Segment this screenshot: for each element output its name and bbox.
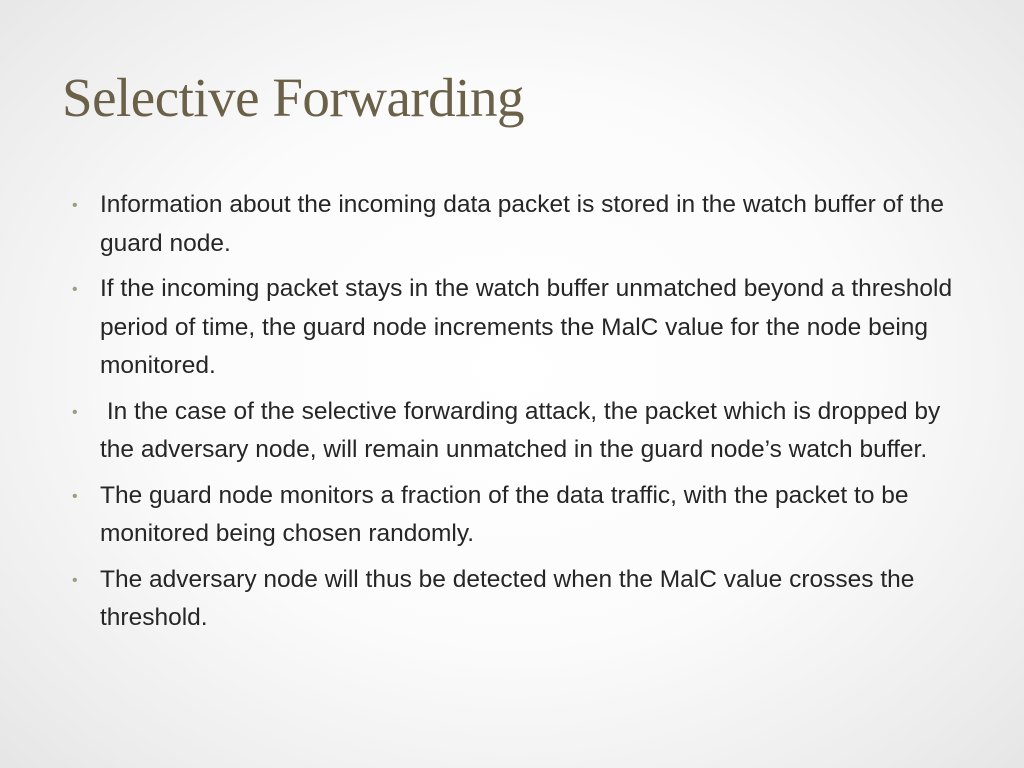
bullet-dot-icon: • xyxy=(72,281,78,298)
slide-title: Selective Forwarding xyxy=(62,67,524,128)
bullet-dot-icon: • xyxy=(72,403,78,421)
bullet-text: Information about the incoming data packet is stored in the watch buffer of the guard node. xyxy=(100,191,951,257)
bullet-dot-icon: • xyxy=(72,197,78,214)
bullet-item xyxy=(72,393,972,470)
bullet-text: If the incoming packet stays in the watch buffer unmatched beyond a threshold period of time, the guard node increments the MalC value for the node being monitored. xyxy=(100,275,959,379)
bullet-text: The guard node monitors a fraction of the data traffic, with the packet to be monitored being chosen randomly. xyxy=(100,481,916,547)
bullet-dot-icon: • xyxy=(72,571,78,589)
bullet-item xyxy=(72,186,972,263)
bullet-item xyxy=(72,477,972,554)
bullet-dot-icon: • xyxy=(72,487,78,505)
bullet-list xyxy=(72,186,972,645)
bullet-text: The adversary node will thus be detected when the MalC value crosses the threshold. xyxy=(100,565,922,631)
bullet-text: In the case of the selective forwarding attack, the packet which is dropped by the adversary node, will remain unmatched in the guard node’s watch buffer. xyxy=(100,397,948,463)
bullet-item xyxy=(72,561,972,638)
bullet-item xyxy=(72,270,972,386)
